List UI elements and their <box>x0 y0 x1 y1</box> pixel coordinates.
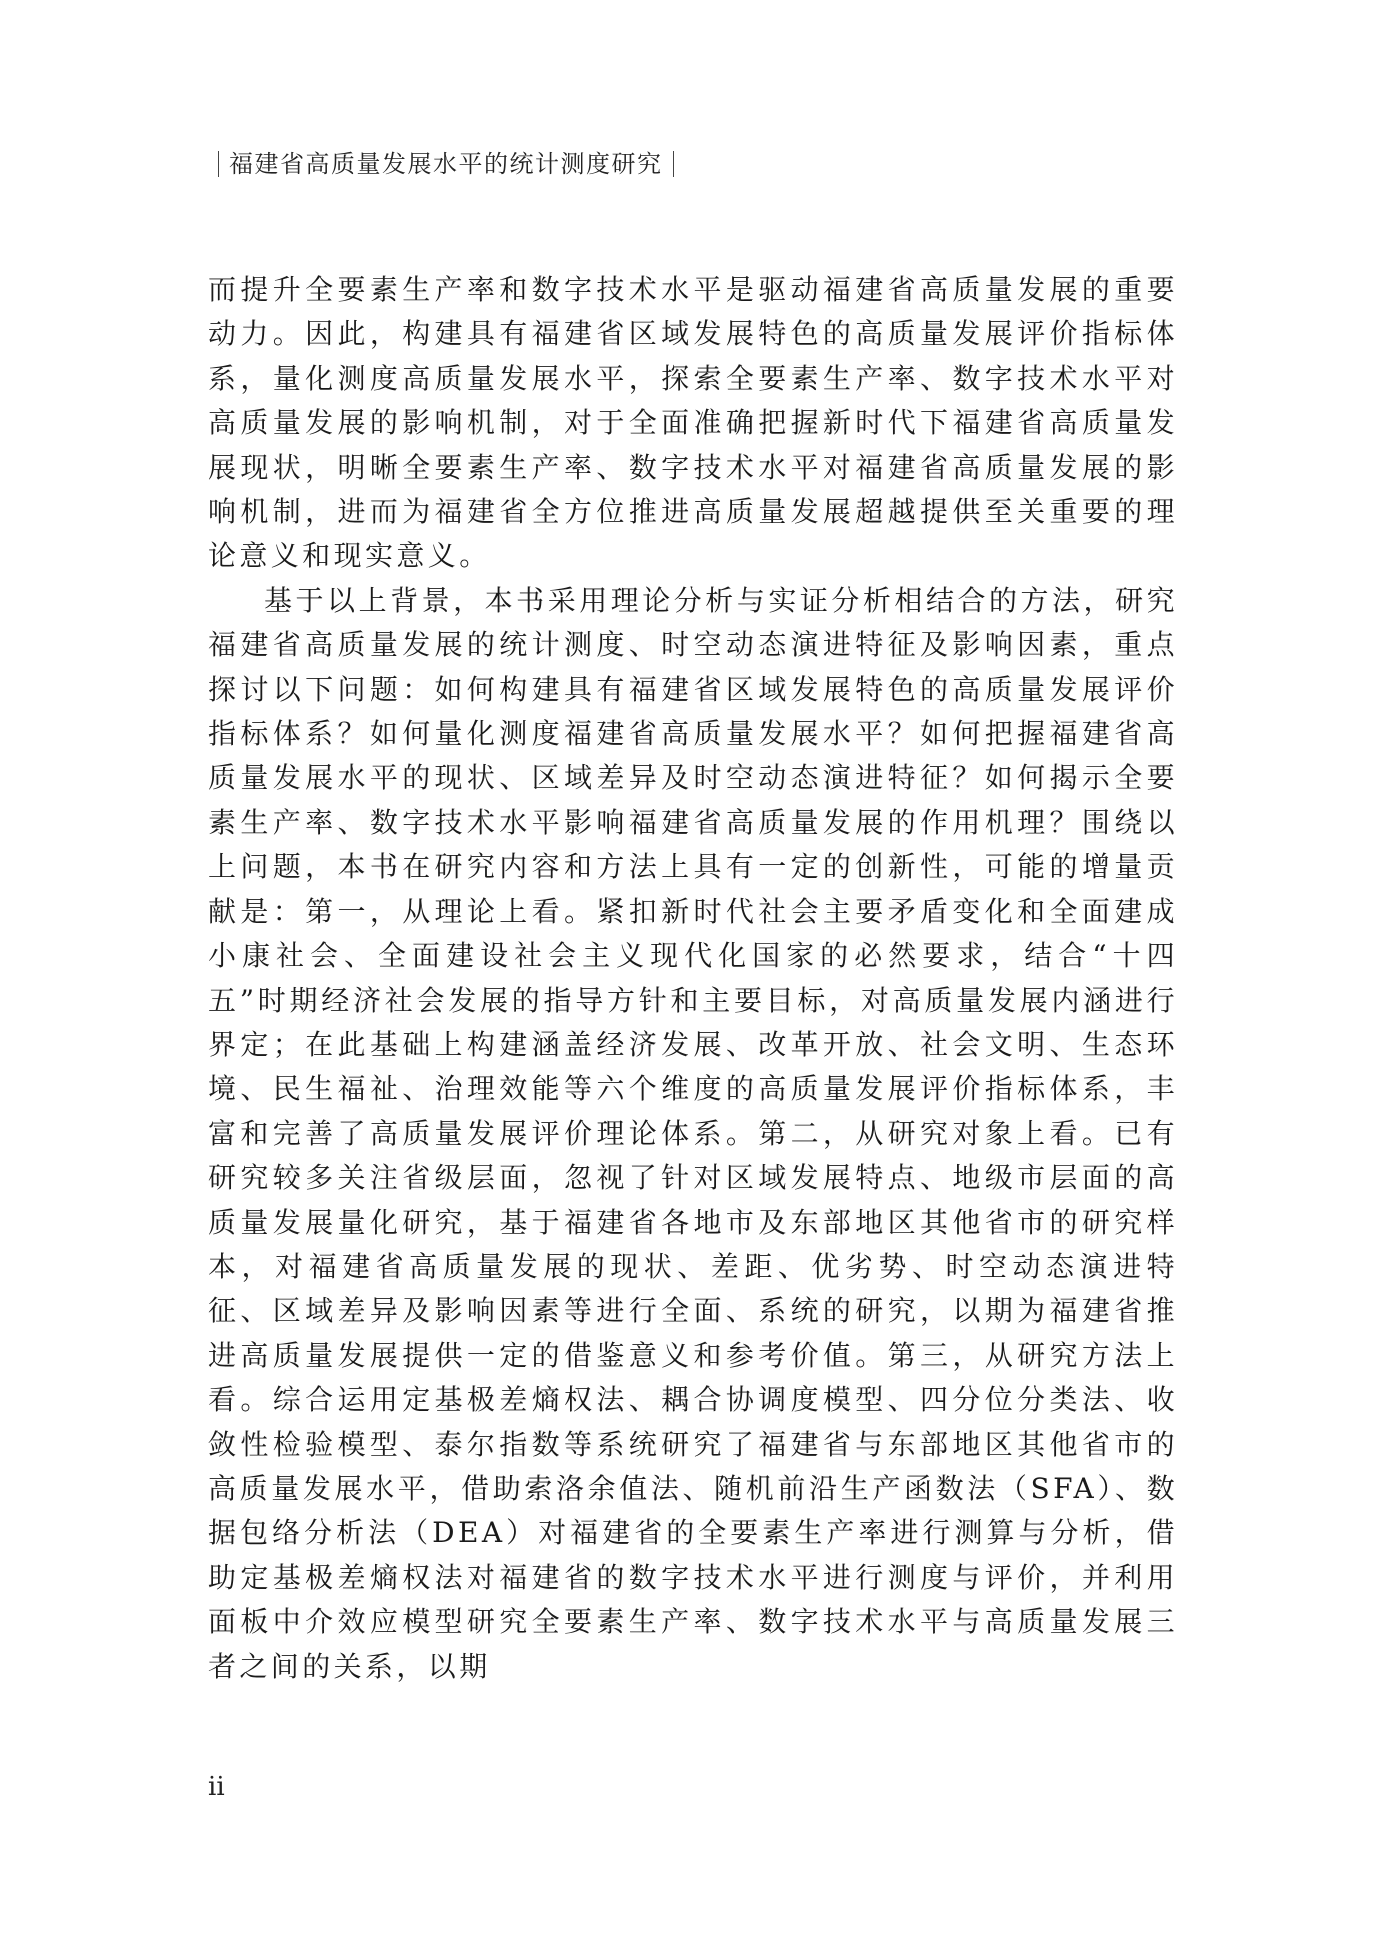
body-text <box>208 268 1178 1689</box>
paragraph-background: 基于以上背景，本书采用理论分析与实证分析相结合的方法，研究福建省高质量发展的统计测度、时空动态演进特征及影响因素，重点探讨以下问题：如何构建具有福建省区域发展特色的高质量发展评价指标体系？如何量化测度福建省高质量发展水平？如何把握福建省高质量发展水平的现状、区域差异及时空动态演进特征？如何揭示全要素生产率、数字技术水平影响福建省高质量发展的作用机理？围绕以上问题，本书在研究内容和方法上具有一定的创新性，可能的增量贡献是：第一，从理论上看。紧扣新时代社会主要矛盾变化和全面建成小康社会、全面建设社会主义现代化国家的必然要求，结合“十四五”时期经济社会发展的指导方针和主要目标，对高质量发展内涵进行界定；在此基础上构建涵盖经济发展、改革开放、社会文明、生态环境、民生福祉、治理效能等六个维度的高质量发展评价指标体系，丰富和完善了高质量发展评价理论体系。第二，从研究对象上看。已有研究较多关注省级层面，忽视了针对区域发展特点、地级市层面的高质量发展量化研究，基于福建省各地市及东部地区其他省市的研究样本，对福建省高质量发展的现状、差距、优劣势、时空动态演进特征、区域差异及影响因素等进行全面、系统的研究，以期为福建省推进高质量发展提供一定的借鉴意义和参考价值。第三，从研究方法上看。综合运用定基极差熵权法、耦合协调度模型、四分位分类法、收敛性检验模型、泰尔指数等系统研究了福建省与东部地区其他省市的高质量发展水平，借助索洛余值法、随机前沿生产函数法（SFA）、数据包络分析法（DEA）对福建省的全要素生产率进行测算与分析，借助定基极差熵权法对福建省的数字技术水平进行测度与评价，并利用面板中介效应模型研究全要素生产率、数字技术水平与高质量发展三者之间的关系，以期 <box>208 583 1178 1683</box>
running-header-title: 福建省高质量发展水平的统计测度研究 <box>229 150 663 178</box>
header-left-rule <box>218 151 219 177</box>
header-right-rule <box>673 151 674 177</box>
running-header <box>208 144 684 179</box>
paragraph-continued: 而提升全要素生产率和数字技术水平是驱动福建省高质量发展的重要动力。因此，构建具有福建省区域发展特色的高质量发展评价指标体系，量化测度高质量发展水平，探索全要素生产率、数字技术水平对高质量发展的影响机制，对于全面准确把握新时代下福建省高质量发展现状，明晰全要素生产率、数字技术水平对福建省高质量发展的影响机制，进而为福建省全方位推进高质量发展超越提供至关重要的理论意义和现实意义。 <box>208 273 1178 573</box>
page-number: ii <box>208 1772 225 1802</box>
